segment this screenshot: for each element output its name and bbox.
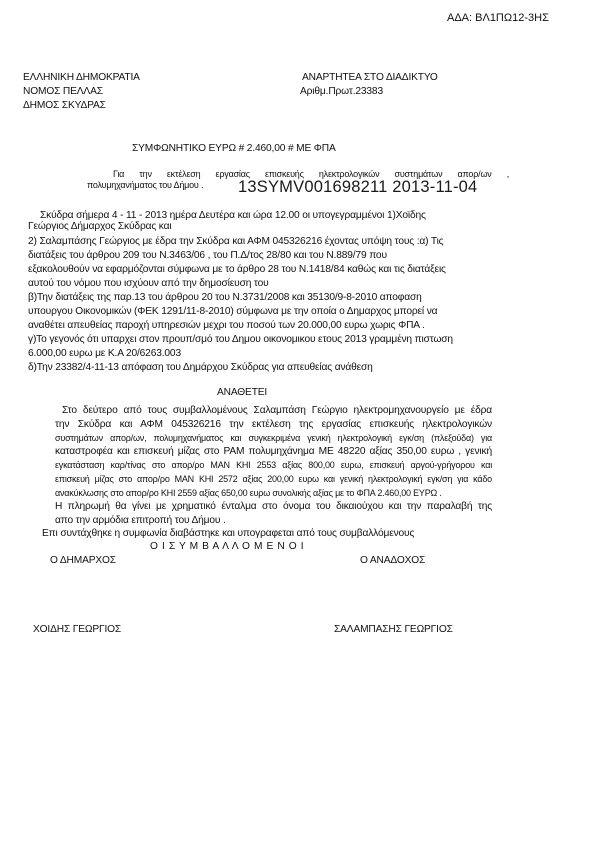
anathetei-line-8: Η πληρωμή θα γίνει με χρηματικό ένταλμα στο όνομα του δικαιούχου και την παραλαβή της xyxy=(55,501,492,512)
subtitle-line-2: πολυμηχανήματος του Δήμου . xyxy=(87,180,204,190)
anathetei-heading: ΑΝΑΘΕΤΕΙ xyxy=(217,387,268,398)
document-title: ΣΥΜΦΩΝΗΤΙΚΟ ΕΥΡΩ # 2.460,00 # ΜΕ ΦΠΑ xyxy=(132,143,336,154)
anathetei-line-6: επισκευή μίζας στο απορ/ρο ΜΑΝ ΚΗΙ 2572 αξίας 200,00 ευρω και γενική ηλεκτρολογική εγκ/ση για κάδο xyxy=(55,474,492,484)
intro-line-12: δ)Την 23382/4-11-13 απόφαση του Δημάρχου Σκύδρας για απευθείας ανάθεση xyxy=(28,362,373,373)
anathetei-line-9: απο την αρμόδια επιτροπή του Δήμου . xyxy=(55,515,226,526)
anathetei-line-1: Στο δεύτερο από τους συμβαλλομένους Σαλαμπάση Γεώργιο ηλεκτρομηχανουργείο με έδρα xyxy=(62,405,492,416)
signatory-contractor-name: ΣΑΛΑΜΠΑΣΗΣ ΓΕΩΡΓΙΟΣ xyxy=(334,624,453,635)
role-contractor: Ο ΑΝΑΔΟΧΟΣ xyxy=(360,555,426,566)
registry-stamp: 13SYMV001698211 2013-11-04 xyxy=(238,178,478,196)
parties-heading: Ο Ι Σ Υ Μ Β Α Λ Λ Ο Μ Ε Ν Ο Ι xyxy=(150,541,305,552)
intro-line-6: αυτού του νόμου που ισχύουν από την δημοσίευση του xyxy=(28,278,269,289)
intro-line-2: Γεώργιος Δήμαρχος Σκύδρας και xyxy=(28,221,172,232)
header-municipality: ΔΗΜΟΣ ΣΚΥΔΡΑΣ xyxy=(23,100,106,111)
signatory-mayor-name: ΧΟΙΔΗΣ ΓΕΩΡΓΙΟΣ xyxy=(33,624,122,635)
anathetei-line-4: καταστροφέα και επισκευή μίζας στο ΡΑΜ πολυμηχάνημα ΜΕ 48220 αξίας 350,00 ευρω , γενική xyxy=(55,446,492,457)
role-mayor: Ο ΔΗΜΑΡΧΟΣ xyxy=(50,555,116,566)
anathetei-line-5: εγκατάσταση καρ/τίνας στο απορ/ρο ΜΑΝ ΚΗΙ 2553 αξίας 800,00 ευρω, επισκευή αργού-γρήγορου και xyxy=(55,460,492,470)
intro-line-9: αναθέτει απευθείας παροχή υπηρεσιών μεχρι του ποσού των 20.000,00 ευρω χωρις ΦΠΑ . xyxy=(28,320,425,331)
anathetei-line-3: συστημάτων απορ/ων, πολυμηχανήματος και συγκεκριμένα γενική ηλεκτρολογική εγκ/ση (πλεξούδα) για xyxy=(55,433,492,443)
intro-line-3: 2) Σαλαμπάσης Γεώργιος με έδρα την Σκύδρα και ΑΦΜ 045326216 έχοντας υπόψη τους :α) Τις xyxy=(28,236,444,247)
intro-line-8: υπουργου Οικονομικών (ΦΕΚ 1291/11-8-2010) σύμφωνα με την οποία ο Δημαρχος μπορεί να xyxy=(28,306,438,317)
intro-line-7: β)Την διατάξεις της παρ.13 του άρθρου 20 του Ν.3731/2008 και 35130/9-8-2010 αποφαση xyxy=(28,292,422,303)
header-protocol-number: Αριθμ.Πρωτ.23383 xyxy=(300,86,383,97)
ada-code: ΑΔΑ: ΒΛ1ΠΩ12-3ΗΣ xyxy=(447,12,549,24)
intro-line-11: 6.000,00 ευρω με Κ.Α 20/6263.003 xyxy=(28,348,181,359)
header-country: ΕΛΛΗΝΙΚΗ ΔΗΜΟΚΡΑΤΙΑ xyxy=(23,72,140,83)
intro-line-5: εξακολουθούν να εφαρμόζονται σύμφωνα με το άρθρο 28 του Ν.1418/84 καθώς και τις διατάξεις xyxy=(28,264,446,275)
header-prefecture: ΝΟΜΟΣ ΠΕΛΛΑΣ xyxy=(23,86,103,97)
anathetei-line-7: ανακύκλωσης στο απορ/ρο ΚΗΙ 2559 αξίας 650,00 ευρω συνολικής αξίας με το ΦΠΑ 2.460,00 ΕΥΡΩ . xyxy=(55,488,442,498)
header-publish-notice: ΑΝΑΡΤΗΤΕΑ ΣΤΟ ΔΙΑΔΙΚΤΥΟ xyxy=(302,72,438,83)
intro-line-10: γ)Το γεγονός ότι υπαρχει στον προυπ/σμό του Δημου οικονομικου ετους 2013 γραμμένη πιστωση xyxy=(28,334,453,345)
anathetei-line-10: Επι συντάχθηκε η συμφωνία διαβάστηκε και υπογραφεται από τους συμβαλλόμενους xyxy=(42,528,415,539)
intro-line-4: διατάξεις του άρθρου 209 του Ν.3463/06 , του Π.Δ/τος 28/80 και του Ν.889/79 που xyxy=(28,250,387,261)
intro-line-1: Σκύδρα σήμερα 4 - 11 - 2013 ημέρα Δευτέρα και ώρα 12.00 οι υπογεγραμμένοι 1)Χοϊδης xyxy=(40,210,426,221)
subtitle-line-1: Για την εκτέλεση εργασίας επισκευής ηλεκτρολογικών συστημάτων απορ/ων , xyxy=(113,169,509,179)
anathetei-line-2: την Σκύδρα και ΑΦΜ 045326216 την εκτέλεση της εργασίας επισκευής ηλεκτρολογικών xyxy=(55,419,492,430)
